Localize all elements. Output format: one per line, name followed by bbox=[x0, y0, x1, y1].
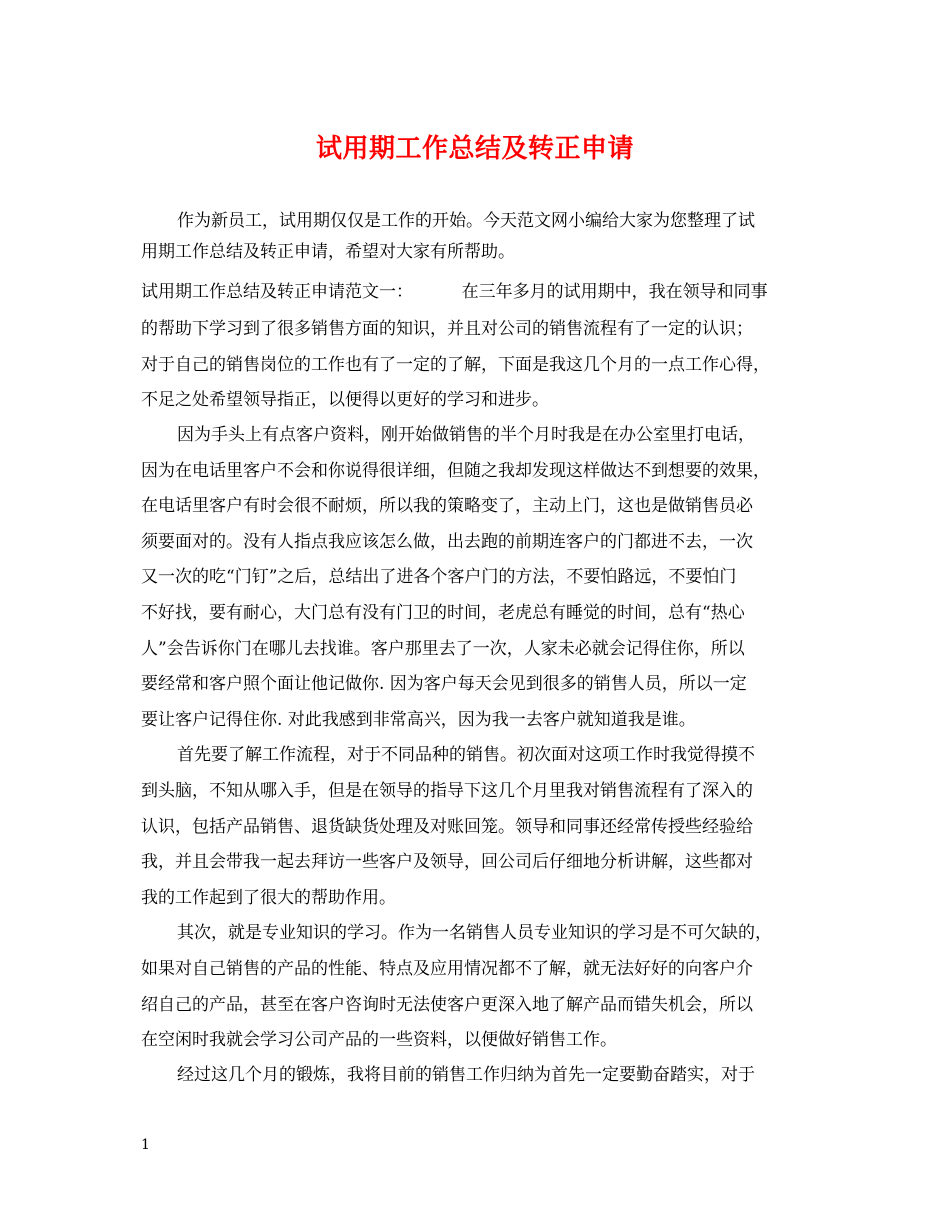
text-line: 要让客户记得住你. 对此我感到非常高兴，因为我一去客户就知道我是谁。 bbox=[141, 710, 696, 730]
text-line: 其次，就是专业知识的学习。作为一名销售人员专业知识的学习是不可欠缺的， bbox=[177, 923, 772, 943]
text-line: 绍自己的产品，甚至在客户咨询时无法使客户更深入地了解产品而错失机会，所以 bbox=[141, 995, 753, 1015]
text-line: 在电话里客户有时会很不耐烦，所以我的策略变了，主动上门，这也是做销售员必 bbox=[141, 496, 753, 516]
text-line: 不足之处希望领导指正，以便得以更好的学习和进步。 bbox=[141, 390, 549, 410]
document-title: 试用期工作总结及转正申请 bbox=[315, 134, 634, 164]
text-line: 认识，包括产品销售、退货缺货处理及对账回笼。领导和同事还经常传授些经验给 bbox=[141, 817, 753, 837]
text-line: 不好找，要有耐心，大门总有没有门卫的时间，老虎总有睡觉的时间，总有“热心 bbox=[141, 603, 745, 623]
page-number: 1 bbox=[141, 1137, 150, 1153]
text-line: 因为手头上有点客户资料，刚开始做销售的半个月时我是在办公室里打电话， bbox=[177, 425, 755, 445]
text-line: 如果对自己销售的产品的性能、特点及应用情况都不了解，就无法好好的向客户介 bbox=[141, 959, 753, 979]
text-line: 须要面对的。没有人指点我应该怎么做，出去跑的前期连客户的门都进不去，一次 bbox=[141, 532, 753, 552]
text-line: 经过这几个月的锻炼，我将目前的销售工作归纳为首先一定要勤奋踏实，对于 bbox=[177, 1065, 755, 1085]
text-line: 试用期工作总结及转正申请范文一： 在三年多月的试用期中，我在领导和同事 bbox=[141, 282, 768, 302]
text-line: 又一次的吃“门钉”之后，总结出了进各个客户门的方法，不要怕路远，不要怕门 bbox=[141, 567, 737, 587]
text-line: 用期工作总结及转正申请，希望对大家有所帮助。 bbox=[141, 242, 515, 262]
text-line: 在空闲时我就会学习公司产品的一些资料，以便做好销售工作。 bbox=[141, 1030, 617, 1050]
text-line: 作为新员工，试用期仅仅是工作的开始。今天范文网小编给大家为您整理了试 bbox=[177, 211, 755, 231]
text-line: 首先要了解工作流程，对于不同品种的销售。初次面对这项工作时我觉得摸不 bbox=[177, 745, 755, 765]
text-line: 我的工作起到了很大的帮助作用。 bbox=[141, 888, 396, 908]
text-line: 因为在电话里客户不会和你说得很详细，但随之我却发现这样做达不到想要的效果， bbox=[141, 461, 770, 481]
text-line: 人”会告诉你门在哪儿去找谁。客户那里去了一次，人家未必就会记得住你，所以 bbox=[141, 639, 745, 659]
text-line: 我，并且会带我一起去拜访一些客户及领导，回公司后仔细地分析讲解，这些都对 bbox=[141, 852, 753, 872]
text-line: 的帮助下学习到了很多销售方面的知识，并且对公司的销售流程有了一定的认识； bbox=[141, 319, 753, 339]
text-line: 到头脑，不知从哪入手，但是在领导的指导下这几个月里我对销售流程有了深入的 bbox=[141, 781, 753, 801]
text-line: 要经常和客户照个面让他记做你. 因为客户每天会见到很多的销售人员，所以一定 bbox=[141, 674, 747, 694]
text-line: 对于自己的销售岗位的工作也有了一定的了解，下面是我这几个月的一点工作心得， bbox=[141, 355, 770, 375]
